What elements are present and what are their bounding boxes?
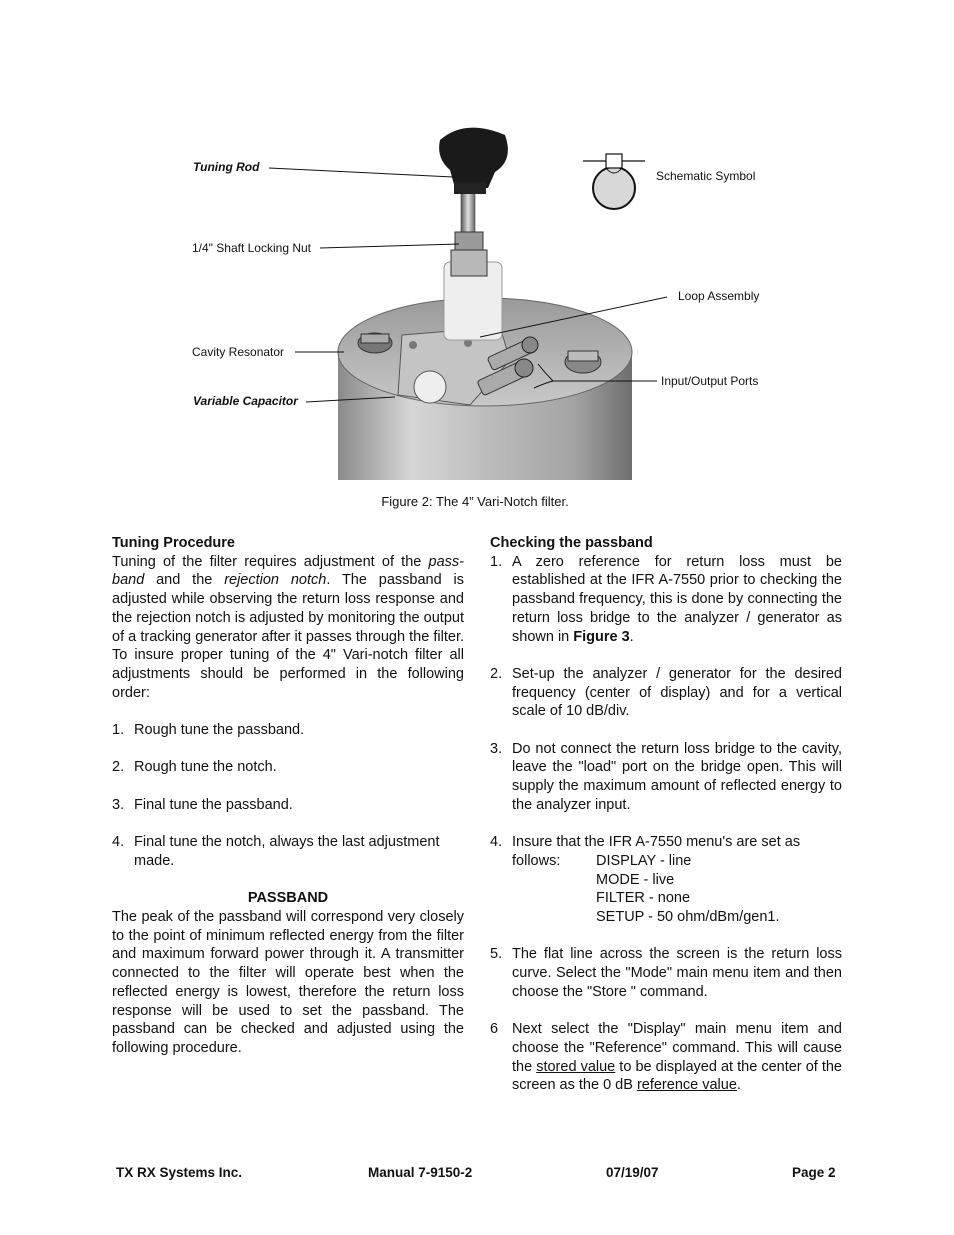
schematic-symbol xyxy=(583,154,645,209)
list-item: 1. A zero reference for return loss must be established at the IFR A-7550 prior to checking the passband frequency, this is done by connecting the return loss bridge to the analyzer / generator as shown in Figure 3. xyxy=(490,553,842,645)
checking-heading: Checking the passband xyxy=(490,535,653,551)
list-item: 2. Rough tune the notch. xyxy=(112,759,277,776)
list-item: 5. The flat line across the screen is the return loss curve. Select the "Mode" main menu item and then choose the "Store " command. xyxy=(490,946,842,1000)
menu-settings: follows: DISPLAY - line MODE - live FILTER - none SETUP - 50 ohm/dBm/gen1. xyxy=(512,852,780,926)
tuning-shaft xyxy=(451,188,487,276)
list-item: 6 Next select the "Display" main menu item and choose the "Reference" command. This will cause the stored value to be displayed at the center of the screen as the 0 dB reference value. xyxy=(490,1021,843,1094)
passband-heading: PASSBAND xyxy=(247,890,329,907)
list-item: 3. Do not connect the return loss bridge to the cavity, leave the "load" port on the bridge open. This will supply the maximum amount of reflected energy to the analyzer input. xyxy=(490,740,842,813)
label-locking-nut: 1/4" Shaft Locking Nut xyxy=(192,241,311,255)
tuning-heading: Tuning Procedure xyxy=(112,535,235,551)
label-io-ports: Input/Output Ports xyxy=(661,374,759,388)
list-item: 2. Set-up the analyzer / generator for the desired frequency (center of display) and for a vertical scale of 10 dB/div. xyxy=(490,665,842,720)
label-tuning-rod: Tuning Rod xyxy=(193,160,260,174)
footer-page: Page 2 xyxy=(792,1165,836,1180)
label-loop-assembly: Loop Assembly xyxy=(678,289,760,303)
label-schematic-symbol: Schematic Symbol xyxy=(656,169,756,183)
list-item: 3. Final tune the passband. xyxy=(112,796,293,813)
footer-manual: Manual 7-9150-2 xyxy=(368,1165,473,1180)
label-variable-capacitor: Variable Capacitor xyxy=(193,394,298,408)
passband-text: The peak of the passband will correspond very closely to the point of minimum reflected energy from the filter and maximum forward power through it. A transmitter connected to the filter will operate best when the reflected energy is lowest, therefore the return loss response will be used to set the passband. The passband can be checked and adjusted using the following procedure. xyxy=(112,908,464,1056)
figure-caption: Figure 2: The 4” Vari-Notch filter. xyxy=(381,494,569,509)
footer-date: 07/19/07 xyxy=(606,1165,659,1180)
list-item: 4. Insure that the IFR A-7550 menu's are set as follows: DISPLAY - line MODE - live FILTER - none SETUP - 50 ohm/dBm/gen1. xyxy=(490,833,842,927)
list-item: 4. Final tune the notch, always the last adjustment made. xyxy=(112,834,440,869)
left-column xyxy=(112,534,464,1058)
figure-illustration xyxy=(0,0,954,520)
tuning-intro: Tuning of the filter requires adjustment of the pass-band and the rejection notch. The passband is adjusted while observing the return loss response and the rejection notch is adjusted by monitoring the output of a tracking generator after it passes through the filter. To insure proper tuning of the 4" Vari-notch filter all adjustments should be performed in the following order: xyxy=(112,553,465,701)
right-column xyxy=(490,534,842,1095)
list-item: 1. Rough tune the passband. xyxy=(112,722,305,739)
footer-company: TX RX Systems Inc. xyxy=(116,1165,243,1180)
label-cavity-resonator: Cavity Resonator xyxy=(192,345,285,359)
tuning-knob xyxy=(439,128,508,194)
